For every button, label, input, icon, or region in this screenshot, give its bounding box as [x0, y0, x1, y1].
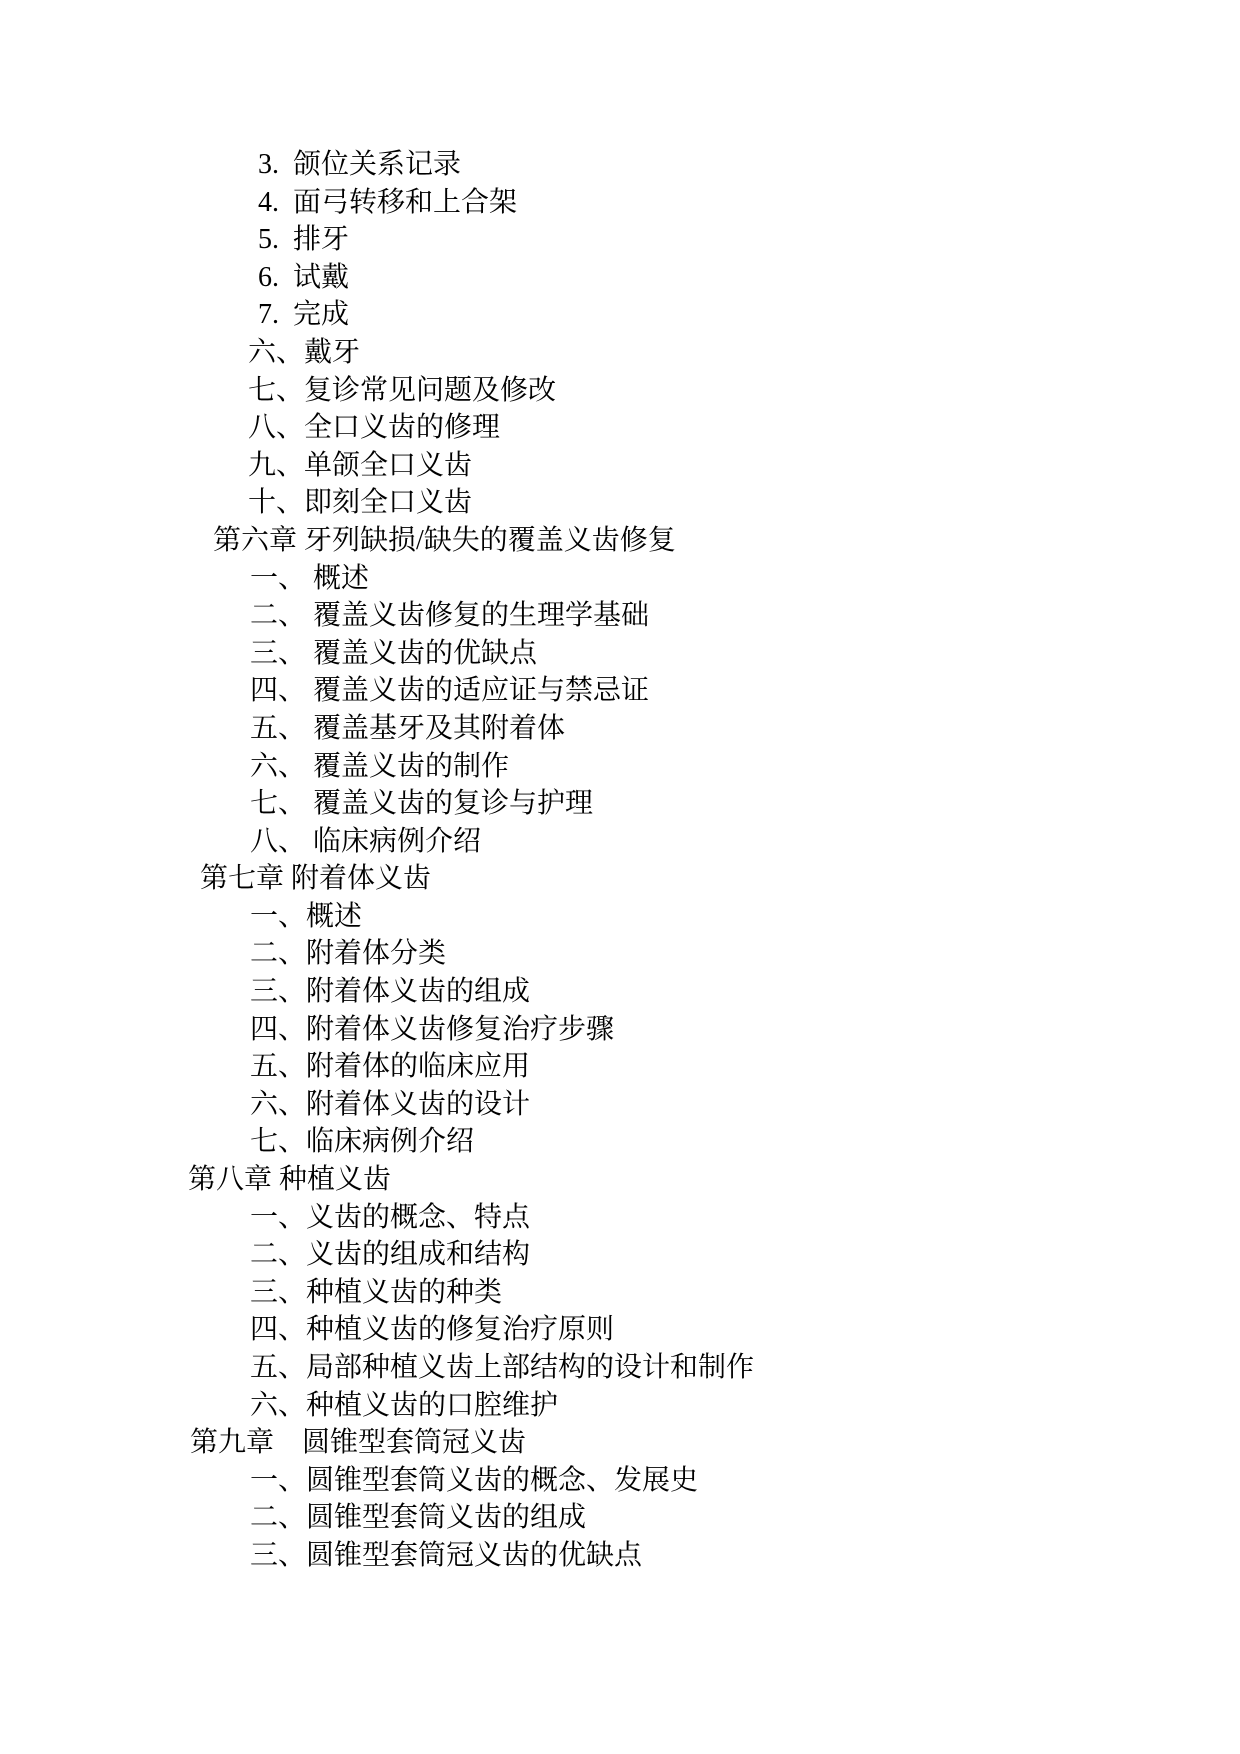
toc-item: 八、全口义齿的修理 [248, 412, 501, 444]
toc-item: 十、即刻全口义齿 [248, 487, 473, 519]
toc-item: 一、圆锥型套筒义齿的概念、发展史 [250, 1464, 699, 1496]
toc-item: 四、 覆盖义齿的适应证与禁忌证 [250, 675, 650, 707]
toc-item: 三、 覆盖义齿的优缺点 [250, 637, 538, 669]
toc-item: 7. 完成 [258, 299, 350, 331]
toc-item: 二、圆锥型套筒义齿的组成 [250, 1502, 587, 1534]
toc-item: 一、 概述 [250, 562, 370, 594]
toc-item: 二、义齿的组成和结构 [250, 1239, 531, 1271]
toc-item: 三、附着体义齿的组成 [250, 976, 531, 1008]
toc-item: 六、戴牙 [248, 336, 361, 368]
toc-item: 四、种植义齿的修复治疗原则 [250, 1314, 615, 1346]
toc-item: 七、临床病例介绍 [250, 1126, 475, 1158]
toc-item: 六、附着体义齿的设计 [250, 1088, 531, 1120]
toc-item: 二、 覆盖义齿修复的生理学基础 [250, 600, 650, 632]
table-of-contents [0, 146, 1240, 1575]
toc-item: 3. 颌位关系记录 [258, 149, 462, 180]
toc-item: 四、附着体义齿修复治疗步骤 [250, 1013, 615, 1045]
toc-item: 五、局部种植义齿上部结构的设计和制作 [250, 1352, 755, 1383]
toc-item: 六、种植义齿的口腔维护 [250, 1389, 559, 1421]
toc-item: 七、复诊常见问题及修改 [248, 374, 557, 406]
toc-item: 一、概述 [250, 900, 363, 932]
toc-chapter-heading: 第六章 牙列缺损/缺失的覆盖义齿修复 [213, 524, 676, 556]
toc-item: 三、圆锥型套筒冠义齿的优缺点 [250, 1539, 643, 1571]
toc-item: 九、单颌全口义齿 [248, 449, 473, 481]
toc-item: 六、 覆盖义齿的制作 [250, 750, 510, 782]
toc-item: 五、附着体的临床应用 [250, 1051, 531, 1083]
toc-item: 七、 覆盖义齿的复诊与护理 [250, 788, 594, 820]
toc-item: 6. 试戴 [258, 261, 350, 293]
toc-item: 五、 覆盖基牙及其附着体 [250, 712, 566, 744]
toc-chapter-heading: 第九章 圆锥型套筒冠义齿 [190, 1427, 527, 1459]
toc-item: 三、种植义齿的种类 [250, 1276, 503, 1308]
toc-item: 4. 面弓转移和上合架 [258, 186, 518, 218]
toc-item: 八、 临床病例介绍 [250, 825, 482, 857]
toc-chapter-heading: 第七章 附着体义齿 [200, 863, 432, 895]
toc-item: 二、附着体分类 [250, 938, 447, 970]
toc-item: 5. 排牙 [258, 224, 350, 256]
toc-chapter-heading: 第八章 种植义齿 [188, 1164, 392, 1196]
toc-item: 一、义齿的概念、特点 [250, 1201, 531, 1233]
